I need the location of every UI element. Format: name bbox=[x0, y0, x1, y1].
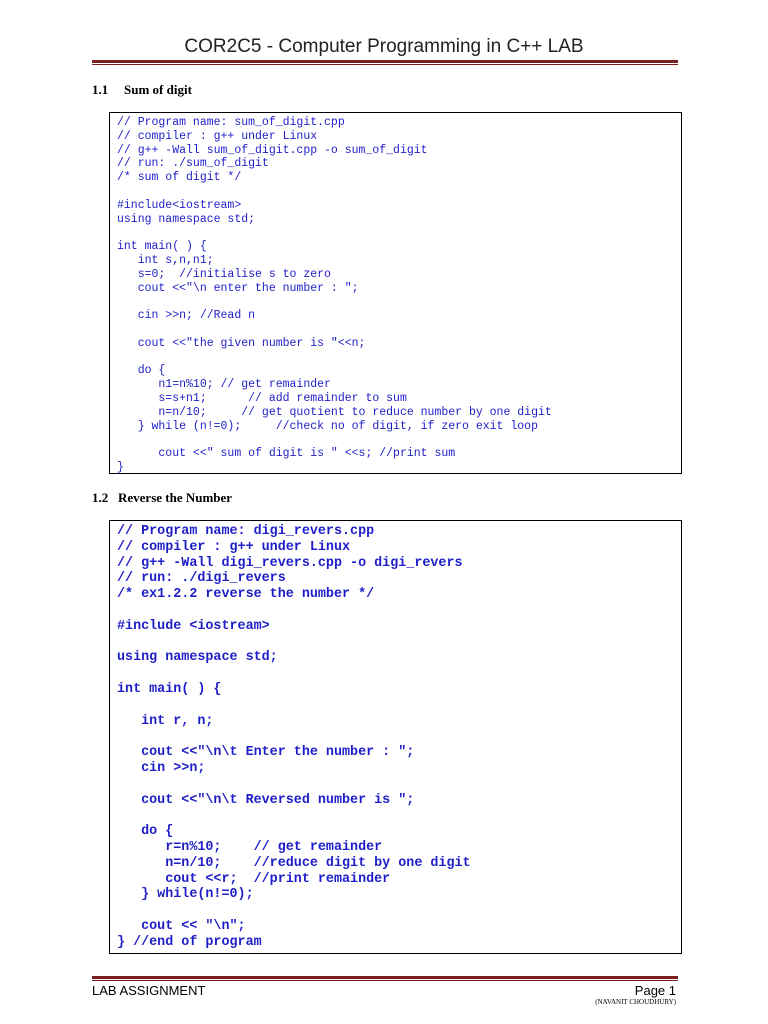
footer-label: LAB ASSIGNMENT bbox=[92, 983, 206, 998]
code-block-sum-of-digit bbox=[109, 112, 682, 474]
page-header-title: COR2C5 - Computer Programming in C++ LAB bbox=[184, 36, 584, 57]
footer-rule-thick bbox=[92, 976, 678, 979]
section-heading-sum-of-digit bbox=[92, 82, 192, 98]
footer-author: (NAVANIT CHOUDHURY) bbox=[595, 998, 676, 1006]
section-title: Reverse the Number bbox=[118, 490, 233, 505]
section-title: Sum of digit bbox=[124, 82, 192, 97]
code-listing: // Program name: sum_of_digit.cpp // compiler : g++ under Linux // g++ -Wall sum_of_digit.cpp -o sum_of_digit // run: ./sum_of_digit /* sum of digit */ #include<iostream> using namespace std; int main( ) { int s,n,n1; s=0; //initialise s to zero cout <<"\n enter the number : "; cin >>n; //Read n cout <<"the given number is "<<n; do { n1=n%10; // get remainder s=s+n1; // add remainder to sum n=n/10; // get quotient to reduce number by one digit } while (n!=0); //check no of digit, if zero exit loop cout <<" sum of digit is " <<s; //print sum } bbox=[117, 116, 552, 474]
section-number: 1.2 bbox=[92, 490, 109, 505]
header-rule-thick bbox=[92, 60, 678, 63]
code-listing: // Program name: digi_revers.cpp // compiler : g++ under Linux // g++ -Wall digi_revers.cpp -o digi_revers // run: ./digi_revers /* ex1.2.2 reverse the number */ #include <iostream> using namespace std; int main( ) { int r, n; cout <<"\n\t Enter the number : "; cin >>n; cout <<"\n\t Reversed number is "; do { r=n%10; // get remainder n=n/10; //reduce digit by one digit cout <<r; //print remainder } while(n!=0); cout << "\n"; } //end of program bbox=[117, 524, 471, 950]
header-rule-thin bbox=[92, 64, 678, 65]
page-number: Page 1 bbox=[634, 983, 676, 998]
footer-rule-thin bbox=[92, 980, 678, 981]
section-heading-reverse-number bbox=[92, 490, 232, 506]
code-block-reverse-number bbox=[109, 520, 682, 954]
section-number: 1.1 bbox=[92, 82, 109, 97]
